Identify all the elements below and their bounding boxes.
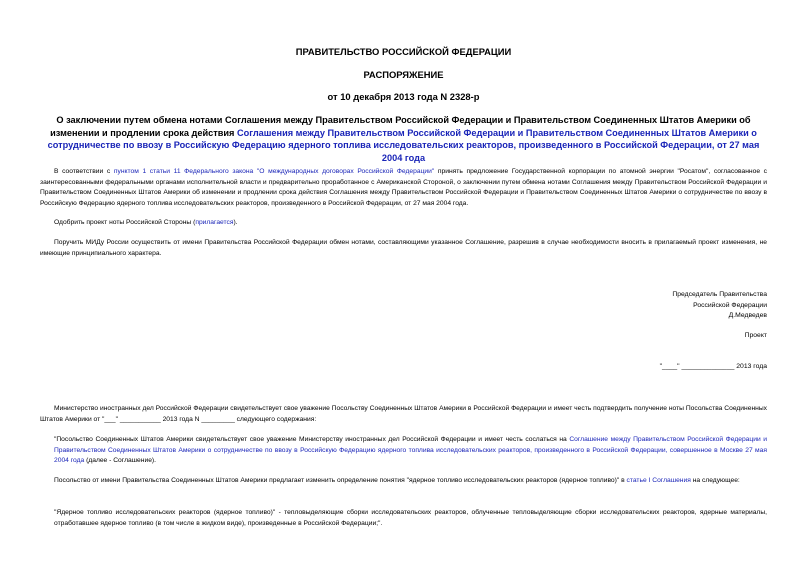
note-paragraph-3 xyxy=(40,476,767,487)
government-heading: ПРАВИТЕЛЬСТВО РОССИЙСКОЙ ФЕДЕРАЦИИ xyxy=(295,46,512,57)
signature-name: Д.Медведев xyxy=(728,312,767,320)
federal-law-link[interactable]: пунктом 1 статьи 11 Федерального закона "О международных договорах Российской Федерации" xyxy=(113,168,435,175)
note-paragraph-4: "Ядерное топливо исследовательских реакторов (ядерное топливо)" - тепловыделяющие сборки исследовательских реакторов, облученные тепловыделяющие сборки исследовательских реакторов, ядерные материалы, отработавшее ядерное топливо (в том числе в жидком виде), произведенные в Российской Федерации;". xyxy=(54,509,767,527)
paragraph-2 xyxy=(40,218,767,229)
article-1-link[interactable]: статье I Соглашения xyxy=(626,477,691,484)
draft-label: Проект xyxy=(744,332,767,339)
p1-text-after: принять предложение Государственной корпорации по атомной энергии "Росатом", согласованное с заинтересованными федеральными органами исполнительной власти и предварительно проработанное с Американской Стороной, о заключении путем обмена нотами Соглашения между Правительством Российской Федерации и Правительством Соединенных Штатов Америки об изменении и продлении срока действия Соглашения между Правительством Российской Федерации и Правительством Соединенных Штатов Америки о сотрудничестве по ввозу в Российскую Федерацию ядерного топлива исследовательских реакторов, произведенного в Российской Федерации, от 27 мая 2004 года. xyxy=(40,168,768,207)
signature-position: Председатель Правительства xyxy=(672,291,767,298)
note-p2-text-before: "Посольство Соединенных Штатов Америки свидетельствует свое уважение Министерству иностранных дел Российской Федерации и имеет честь сослаться на xyxy=(54,436,570,443)
title-text: О заключении путем обмена нотами Соглашения между Правительством Российской Федерации и Правительством Соединенных Штатов Америки об изменении и продлении срока действия xyxy=(50,115,751,138)
document-date-number: от 10 декабря 2013 года N 2328-р xyxy=(327,91,480,102)
note-paragraph-2 xyxy=(54,435,767,467)
note-paragraph-1: Министерство иностранных дел Российской Федерации свидетельствует свое уважение Посольству Соединенных Штатов Америки в Российской Федерации и имеет честь подтвердить получение ноты Посольства Соединенных Штатов Америки от "___" ___________ 2013 года N _________ следующего содержания: xyxy=(40,405,767,423)
p1-text-before: В соответствии с xyxy=(54,168,114,175)
paragraph-1 xyxy=(40,167,767,209)
agreement-link[interactable]: Соглашение между Правительством Российской Федерации и Правительством Соединенных Штатов Америки о сотрудничестве по ввозу в Российскую Федерацию ядерного топлива исследовательских реакторов, произведенного в Российской Федерации, совершенное в Москве 27 мая 2004 года xyxy=(54,436,767,465)
note-date-line: "____" ______________ 2013 года xyxy=(659,363,767,370)
document-type: РАСПОРЯЖЕНИЕ xyxy=(363,69,444,80)
note-p3-text-before: Посольство от имени Правительства Соединенных Штатов Америки предлагает изменить определение понятия "ядерное топливо исследовательских реакторов (ядерное топливо)" в xyxy=(54,477,627,484)
note-p2-text-after: (далее - Соглашение). xyxy=(84,457,157,465)
document-title xyxy=(40,114,767,164)
signature-block xyxy=(517,290,767,322)
signature-country: Российской Федерации xyxy=(693,301,767,309)
agreement-2004-link[interactable]: Соглашения между Правительством Российской Федерации и Правительством Соединенных Штатов Америки о сотрудничестве по ввозу в Российскую Федерацию ядерного топлива исследовательских реакторов, произведенного в Российской Федерации, от 27 мая 2004 года xyxy=(47,127,760,163)
p2-text-after: ). xyxy=(233,219,238,226)
attachment-link[interactable]: прилагается xyxy=(195,219,234,226)
p2-text-before: Одобрить проект ноты Российской Стороны ( xyxy=(54,219,196,226)
paragraph-3: Поручить МИДу России осуществить от имени Правительства Российской Федерации обмен нотами, составляющими указанное Соглашение, разрешив в случае необходимости вносить в прилагаемый проект изменения, не имеющие принципиального характера. xyxy=(40,239,767,257)
note-p3-text-after: на следующее: xyxy=(690,477,740,484)
